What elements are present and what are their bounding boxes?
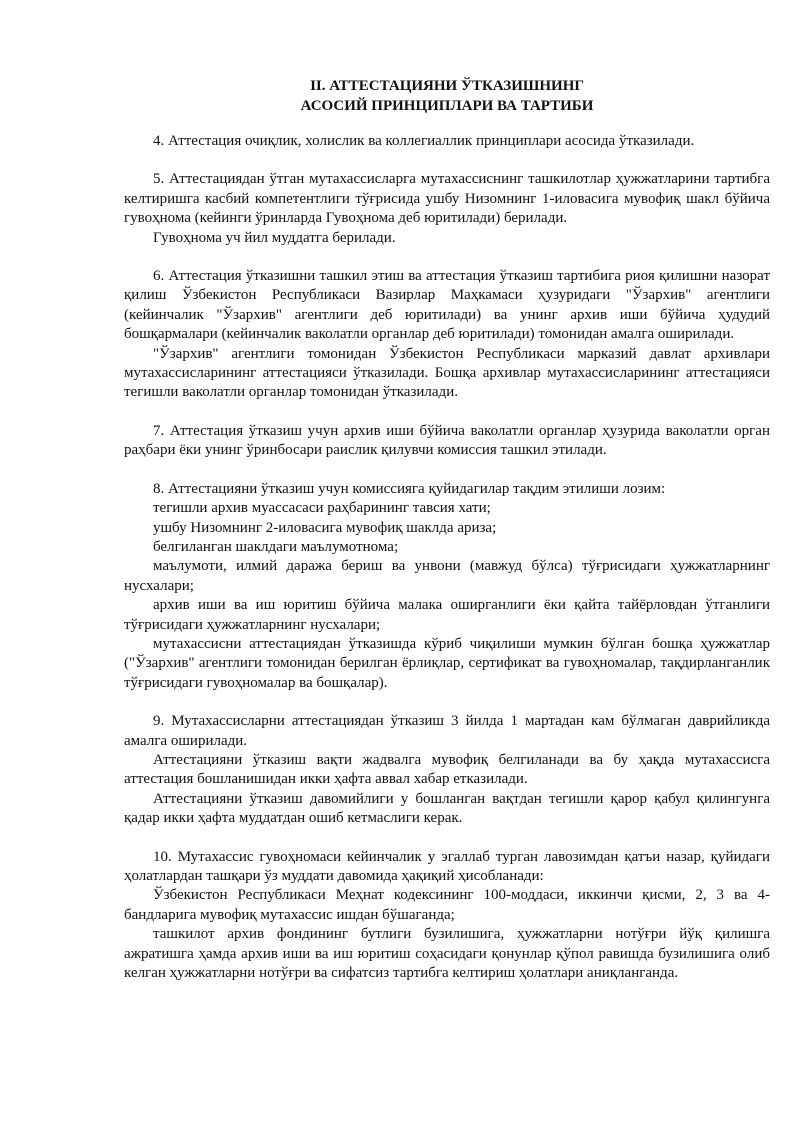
clause-8 bbox=[124, 480, 770, 693]
clause-5 bbox=[124, 170, 770, 248]
list-item: мутахассисни аттестациядан ўтказишда кўриб чиқилиши мумкин бўлган бошқа ҳужжатлар ("Ўзархив" агентлиги томонидан берилган ёрлиқлар, сертификат ва гувоҳномалар, тақдирланганлик тўғрисидаги гувоҳномалар ва бошқалар). bbox=[124, 635, 770, 691]
clause-4-text: 4. Аттестация очиқлик, холислик ва коллегиаллик принциплари асосида ўтказилади. bbox=[153, 133, 695, 149]
clause-6-text-2: "Ўзархив" агентлиги томонидан Ўзбекистон Республикаси марказий давлат архивлари мутахассисларининг аттестацияси ўтказилади. Бошқа архивлар мутахассисларининг аттестацияси тегишли ваколатли органлар томонидан ўтказилади. bbox=[124, 345, 770, 401]
list-item: маълумоти, илмий даража бериш ва унвони (мавжуд бўлса) тўғрисидаги ҳужжатларнинг нусхалари; bbox=[124, 558, 770, 594]
clause-7 bbox=[124, 422, 770, 461]
clause-9-text-3: Аттестацияни ўтказиш давомийлиги у бошланган вақтдан тегишли қарор қабул қилингунга қадар икки ҳафта муддатдан ошиб кетмаслиги керак. bbox=[124, 790, 770, 827]
clause-8-text: 8. Аттестацияни ўтказиш учун комиссияга қуйидагилар тақдим этилиши лозим: bbox=[153, 480, 666, 497]
section-heading bbox=[124, 76, 770, 116]
clause-7-text: 7. Аттестация ўтказиш учун архив иши бўйича ваколатли органлар ҳузурида ваколатли орган раҳбари ёки унинг ўринбосари раислик қилувчи комиссия ташкил этилади. bbox=[124, 422, 770, 459]
document-page bbox=[124, 76, 770, 983]
list-item: архив иши ва иш юритиш бўйича малака оширганлиги ёки қайта тайёрловдан ўтганлиги тўғрисидаги ҳужжатларнинг нусхалари; bbox=[124, 597, 770, 633]
clause-9-text: 9. Мутахассисларни аттестациядан ўтказиш 3 йилда 1 мартадан кам бўлмаган даврийликда амалга оширилади. bbox=[124, 713, 770, 749]
clause-10-text-2: Ўзбекистон Республикаси Меҳнат кодексининг 100-моддаси, иккинчи қисми, 2, 3 ва 4-бандларига мувофиқ мутахассис ишдан бўшаганда; bbox=[124, 887, 770, 923]
clause-6 bbox=[124, 267, 770, 403]
heading-line-2: АСОСИЙ ПРИНЦИПЛАРИ ВА ТАРТИБИ bbox=[300, 98, 594, 114]
list-item: ушбу Низомнинг 2-иловасига мувофиқ шаклда ариза; bbox=[153, 519, 497, 536]
clause-6-text: 6. Аттестация ўтказишни ташкил этиш ва аттестация ўтказиш тартибига риоя қилишни назорат қилиш Ўзбекистон Республикаси Вазирлар Маҳкамаси ҳузуридаги "Ўзархив" агентлиги (кейинчалик "Ўзархив" агентлиги деб юритилади) ва унинг архив иши бўйича ҳудудий бошқармалари (кейинчалик ваколатли органлар деб юритилади) томонидан амалга оширилади. bbox=[124, 268, 770, 343]
clause-10 bbox=[124, 848, 770, 984]
clause-10-text-3: ташкилот архив фондининг бутлиги бузилишига, ҳужжатларни нотўғри йўқ қилишга ажратишга ҳамда архив иши ва иш юритиш соҳасидаги қонунлар қўпол равишда бузилишига олиб келган ҳужжатларни нотўғри ва сифатсиз тартибга келтириш ҳолатлари аниқланганда. bbox=[124, 926, 770, 982]
list-item: тегишли архив муассасаси раҳбарининг тавсия хати; bbox=[153, 500, 491, 517]
clause-9-text-2: Аттестацияни ўтказиш вақти жадвалга мувофиқ белгиланади ва бу ҳақда мутахассисга аттестация бошланишидан икки ҳафта аввал хабар етказилади. bbox=[124, 751, 770, 788]
clause-4 bbox=[124, 132, 770, 151]
heading-line-1: II. АТТЕСТАЦИЯНИ ЎТКАЗИШНИНГ bbox=[310, 78, 584, 94]
clause-5-text-2: Гувоҳнома уч йил муддатга берилади. bbox=[153, 229, 396, 246]
clause-5-text: 5. Аттестациядан ўтган мутахассисларга мутахассиснинг ташкилотлар ҳужжатларини тартибга келтиришга касбий компетентлиги тўғрисида ушбу Низомнинг 1-иловасига мувофиқ шакл бўйича гувоҳнома (кейинги ўринларда Гувоҳнома деб юритилади) берилади. bbox=[124, 171, 770, 227]
clause-10-text: 10. Мутахассис гувоҳномаси кейинчалик у эгаллаб турган лавозимдан қатъи назар, қуйидаги ҳолатлардан ташқари ўз муддати давомида ҳақиқий ҳисобланади: bbox=[124, 848, 770, 884]
clause-9 bbox=[124, 712, 770, 828]
list-item: белгиланган шаклдаги маълумотнома; bbox=[153, 538, 399, 555]
